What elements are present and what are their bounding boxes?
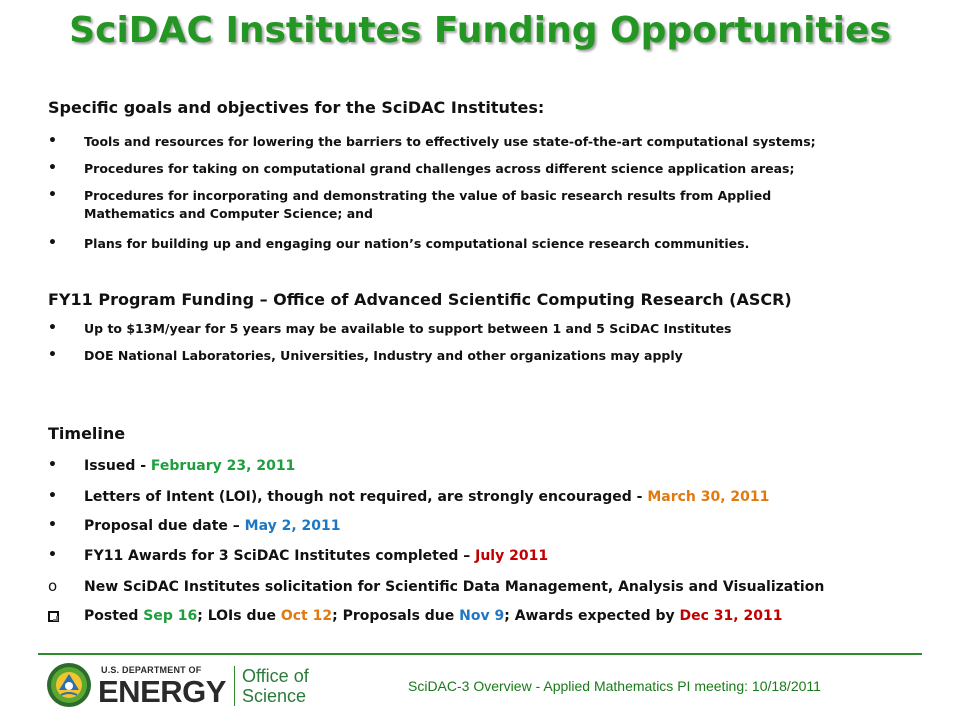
goal-item-continued: Mathematics and Computer Science; and (84, 206, 373, 221)
posted-text: ; LOIs due (197, 608, 281, 624)
footer-text: SciDAC-3 Overview - Applied Mathematics PI meeting: 10/18/2011 (408, 678, 821, 694)
goal-item: Procedures for taking on computational grand challenges across different science application areas; (84, 161, 795, 176)
posted-text: ; Proposals due (332, 608, 460, 624)
timeline-item-proposal (84, 517, 341, 535)
funding-item: Up to $13M/year for 5 years may be available to support between 1 and 5 SciDAC Institutes (84, 321, 732, 336)
bullet-dot: • (48, 547, 57, 563)
logo-office-line2: Science (242, 686, 307, 706)
timeline-label: Letters of Intent (LOI), though not required, are strongly encouraged - (84, 489, 648, 505)
bullet-dot: • (48, 517, 57, 533)
timeline-item-loi (84, 488, 769, 506)
bullet-dot: • (48, 235, 57, 251)
posted-date: Oct 12 (280, 608, 333, 624)
goals-heading: Specific goals and objectives for the SciDAC Institutes: (48, 98, 545, 117)
bullet-dot: • (48, 133, 57, 149)
timeline-item-awards (84, 547, 548, 565)
logo-dept-text: U.S. DEPARTMENT OF (101, 665, 202, 675)
bullet-dot: • (48, 160, 57, 176)
goal-item: Procedures for incorporating and demonstrating the value of basic research results from Applied (84, 188, 772, 203)
timeline-date: May 2, 2011 (244, 518, 341, 534)
timeline-label: Issued - (84, 458, 151, 474)
timeline-heading: Timeline (48, 424, 126, 443)
posted-date: Sep 16 (143, 608, 198, 624)
goal-item: Tools and resources for lowering the barriers to effectively use state-of-the-art computational systems; (84, 134, 816, 149)
bullet-dot: • (48, 457, 57, 473)
timeline-date: July 2011 (475, 548, 549, 564)
timeline-item-posted (84, 607, 782, 625)
bullet-dot: • (48, 320, 57, 336)
bullet-dot: • (48, 488, 57, 504)
doe-seal-icon (46, 662, 92, 708)
timeline-item-issued (84, 457, 295, 475)
footer-divider (38, 653, 922, 655)
timeline-label: FY11 Awards for 3 SciDAC Institutes completed – (84, 548, 476, 564)
timeline-date: February 23, 2011 (150, 458, 296, 474)
funding-item: DOE National Laboratories, Universities, Industry and other organizations may apply (84, 348, 683, 363)
logo-office-text (242, 666, 309, 706)
timeline-label: Proposal due date – (84, 518, 245, 534)
logo-office-line1: Office of (242, 666, 309, 686)
posted-text: Posted (84, 608, 144, 624)
posted-date: Dec 31, 2011 (679, 608, 783, 624)
posted-date: Nov 9 (459, 608, 505, 624)
checkbox-bullet-icon (48, 611, 59, 622)
timeline-date: March 30, 2011 (647, 489, 770, 505)
timeline-item-new-solicitation: New SciDAC Institutes solicitation for Scientific Data Management, Analysis and Visualization (84, 579, 825, 595)
bullet-dot: • (48, 187, 57, 203)
posted-text: ; Awards expected by (504, 608, 680, 624)
goal-item: Plans for building up and engaging our nation’s computational science research communities. (84, 236, 750, 251)
logo-separator (234, 666, 235, 706)
circle-bullet-icon: o (48, 577, 58, 595)
logo-energy-text: ENERGY (98, 674, 226, 709)
slide-title: SciDAC Institutes Funding Opportunities (69, 10, 891, 51)
bullet-dot: • (48, 347, 57, 363)
funding-heading: FY11 Program Funding – Office of Advanced Scientific Computing Research (ASCR) (48, 290, 792, 309)
